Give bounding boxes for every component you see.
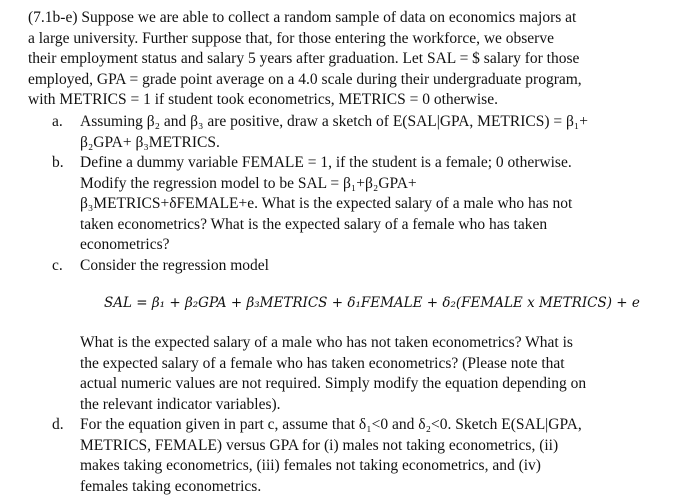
part-line: econometrics? <box>80 236 170 253</box>
part-text <box>80 112 672 153</box>
part-line: makes taking econometrics, (iii) females not taking econometrics, and (iv) <box>80 457 541 474</box>
part-label: a. <box>52 113 63 130</box>
part-label: b. <box>52 154 64 171</box>
intro-line: employed, GPA = grade point average on a 4.0 scale during their undergraduate program, <box>28 70 582 88</box>
part-line: METRICS, FEMALE) versus GPA for (i) males not taking econometrics, (ii) <box>80 436 559 454</box>
question-intro <box>28 8 673 111</box>
part-label: d. <box>52 416 64 433</box>
intro-line: with METRICS = 1 if student took econometrics, METRICS = 0 otherwise. <box>28 91 498 108</box>
part-line: What is the expected salary of a male who has not taken econometrics? What is <box>80 334 573 351</box>
part-line: β₃METRICS+δFEMALE+e. What is the expected salary of a male who has not <box>80 195 573 212</box>
part-text <box>80 153 672 256</box>
intro-line: their employment status and salary 5 years after graduation. Let SAL = $ salary for those <box>28 50 580 67</box>
part-line: the relevant indicator variables). <box>80 395 281 413</box>
part-line: Define a dummy variable FEMALE = 1, if the student is a female; 0 otherwise. <box>80 154 572 171</box>
part-line: β₂GPA+ β₃METRICS. <box>80 133 220 151</box>
regression-equation: SAL = β₁ + β₂GPA + β₃METRICS + δ₁FEMALE + δ₂(FEMALE x METRICS) + e <box>104 295 640 311</box>
part-line: Assuming β₂ and β₃ are positive, draw a sketch of E(SAL|GPA, METRICS) = β₁+ <box>80 113 589 130</box>
part-label: c. <box>52 257 63 274</box>
part-text <box>80 333 672 415</box>
part-line: actual numeric values are not required. Simply modify the equation depending on <box>80 375 587 392</box>
intro-line: (7.1b-e) Suppose we are able to collect a random sample of data on economics majors at <box>28 9 577 26</box>
part-text <box>80 256 672 277</box>
part-line: females taking econometrics. <box>80 477 262 495</box>
part-line: Consider the regression model <box>80 257 269 274</box>
part-line: For the equation given in part c, assume that δ₁<0 and δ₂<0. Sketch E(SAL|GPA, <box>80 416 582 433</box>
part-text <box>80 415 672 497</box>
part-line: the expected salary of a female who has taken econometrics? (Please note that <box>80 354 565 372</box>
part-line: Modify the regression model to be SAL = β₁+β₂GPA+ <box>80 174 417 192</box>
intro-line: a large university. Further suppose that, for those entering the workforce, we observe <box>28 29 554 47</box>
part-line: taken econometrics? What is the expected salary of a female who has taken <box>80 215 548 233</box>
